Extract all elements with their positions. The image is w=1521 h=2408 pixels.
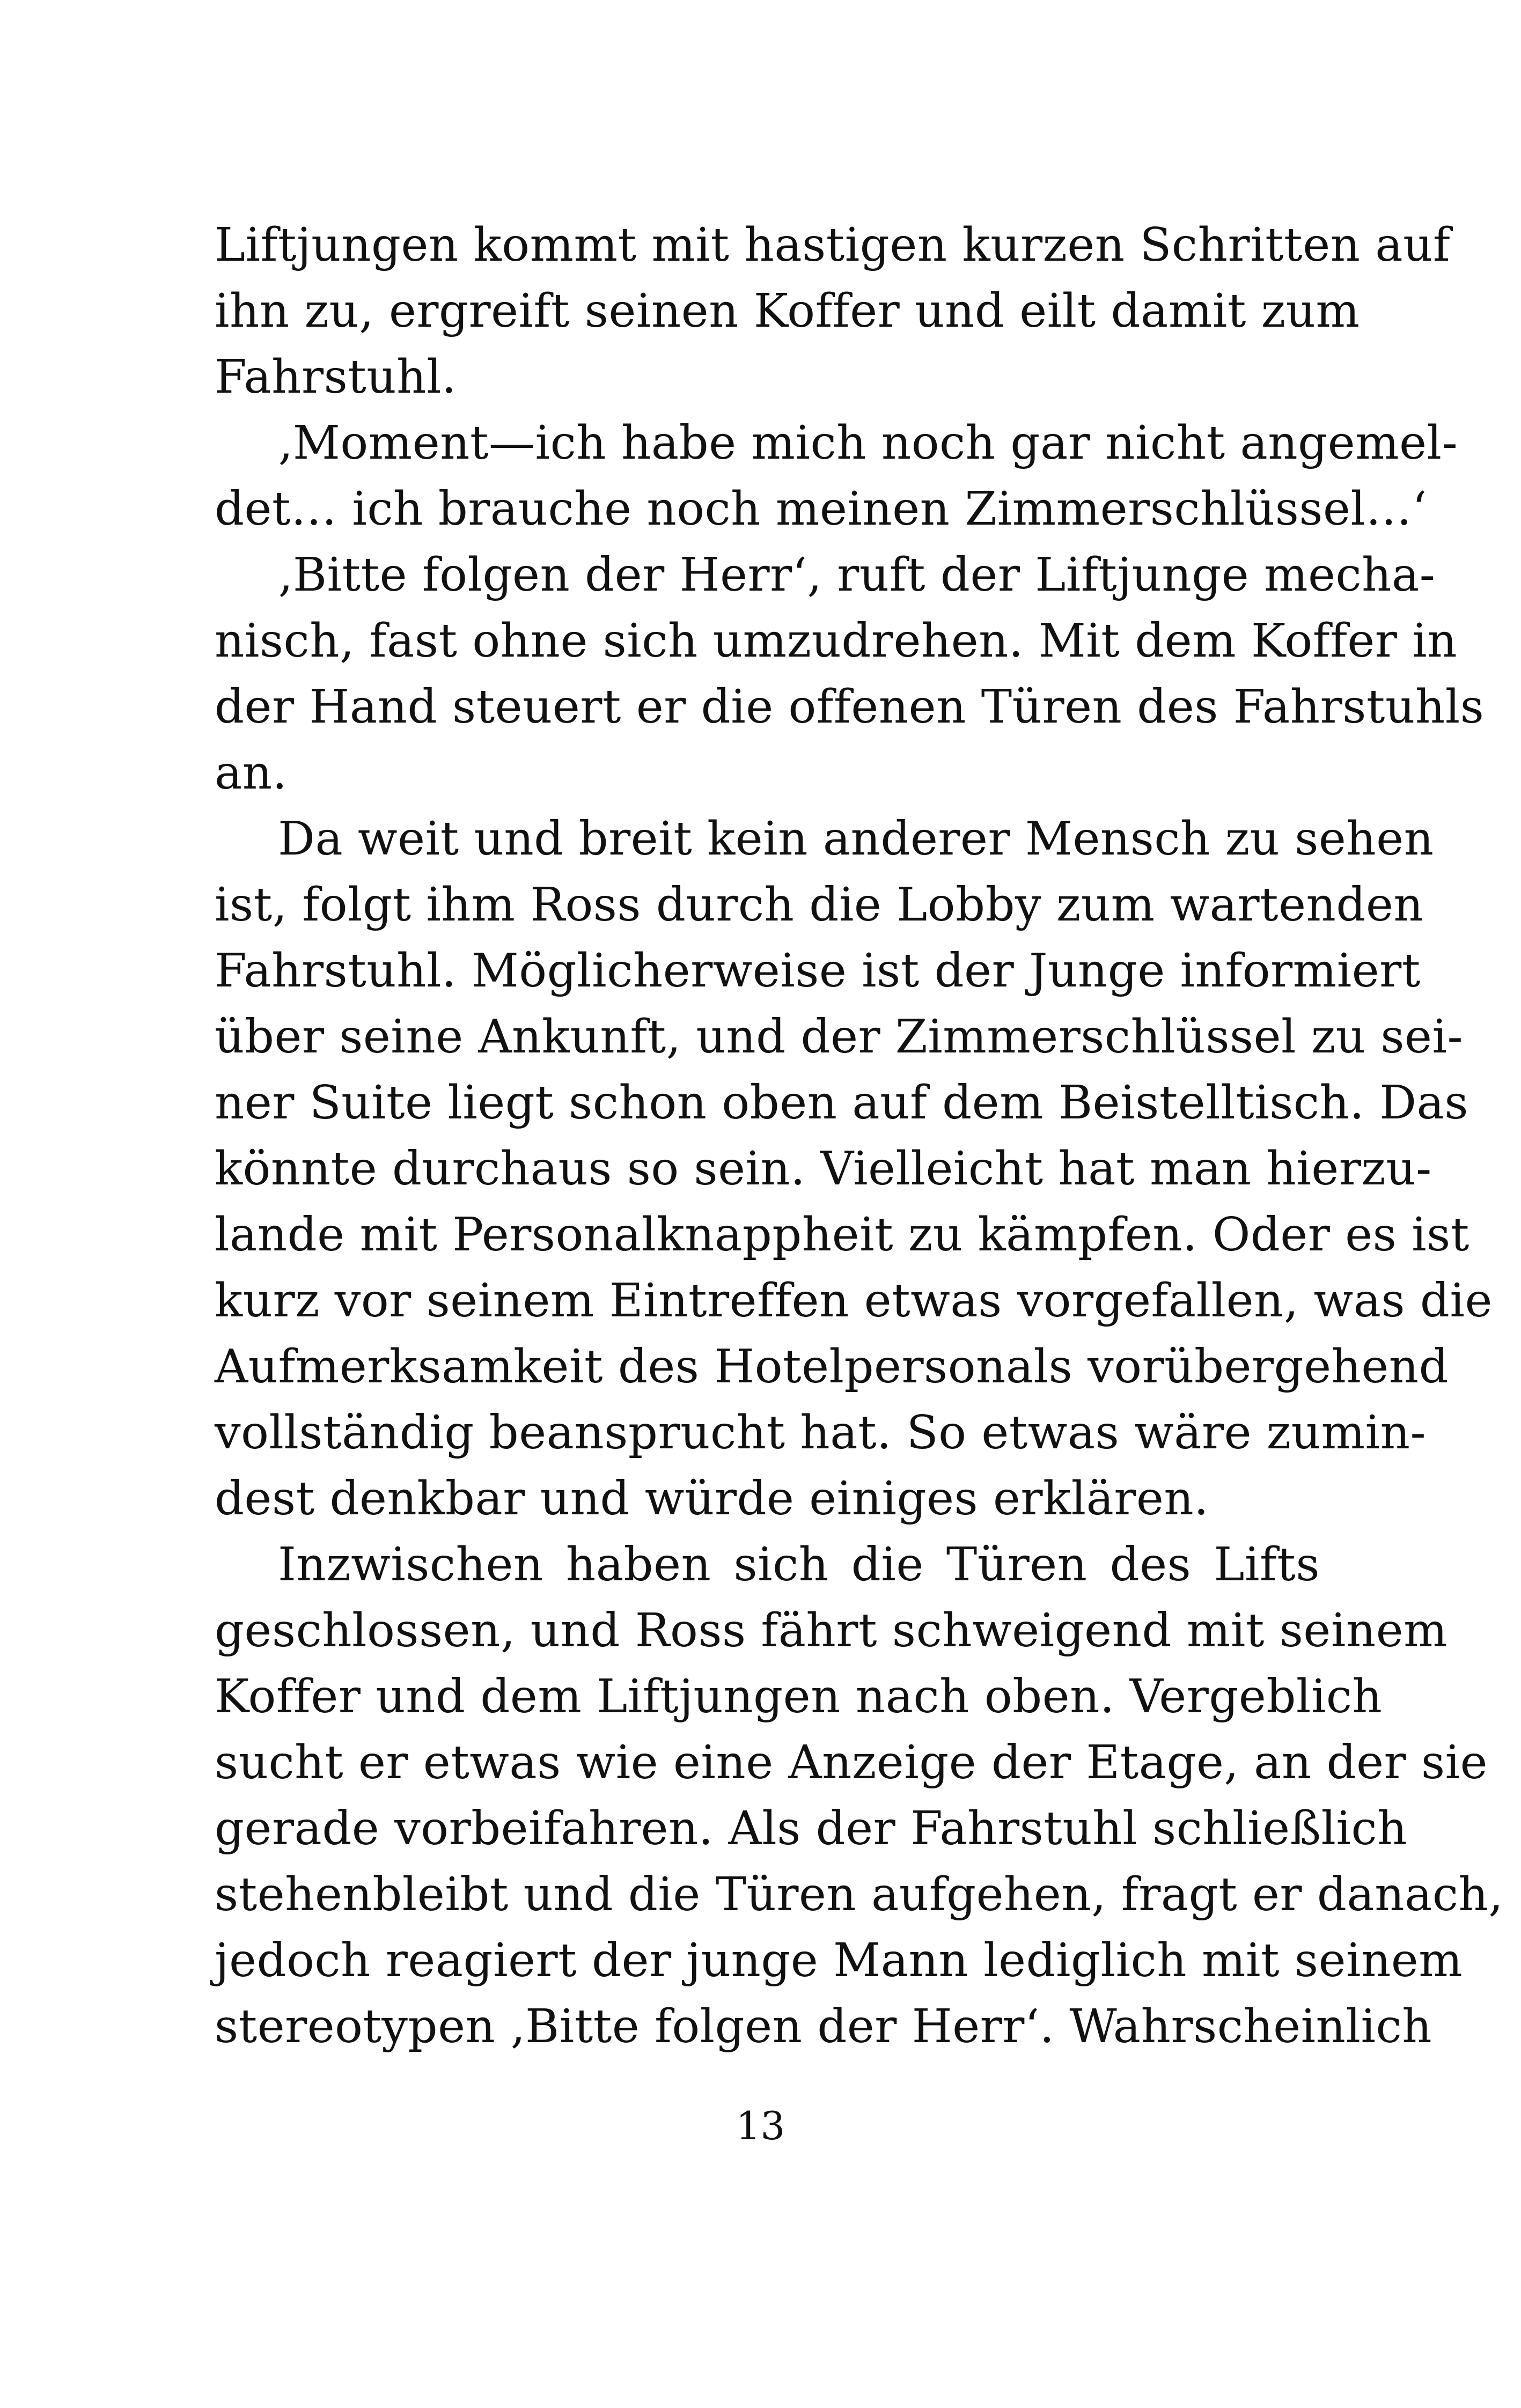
text-line: über seine Ankunft, und der Zimmerschlüssel zu sei- — [215, 1010, 1464, 1064]
page-number: 13 — [736, 2103, 785, 2148]
text-line: ‚Bitte folgen der Herr‘, ruft der Liftjunge mecha- — [278, 548, 1436, 602]
text-line: vollständig beansprucht hat. So etwas wäre zumin- — [215, 1406, 1427, 1460]
text-line: nisch, fast ohne sich umzudrehen. Mit dem Koffer in — [215, 614, 1458, 668]
text-line: ‚Moment—ich habe mich noch gar nicht angemel- — [278, 416, 1458, 470]
text-line: kurz vor seinem Eintreffen etwas vorgefallen, was die — [215, 1274, 1493, 1328]
text-line: Inzwischen haben sich die Türen des Lifts — [278, 1538, 1320, 1592]
text-line: det… ich brauche noch meinen Zimmerschlüssel…‘ — [215, 482, 1427, 536]
text-line: ner Suite liegt schon oben auf dem Beistelltisch. Das — [215, 1076, 1468, 1130]
text-line: ihn zu, ergreift seinen Koffer und eilt damit zum — [215, 284, 1360, 338]
text-line: Da weit und breit kein anderer Mensch zu sehen — [278, 812, 1434, 866]
text-line: ist, folgt ihm Ross durch die Lobby zum wartenden — [215, 878, 1424, 932]
text-line: stehenbleibt und die Türen aufgehen, fragt er danach, — [215, 1868, 1504, 1921]
text-line: Liftjungen kommt mit hastigen kurzen Schritten auf — [215, 218, 1451, 272]
text-line: jedoch reagiert der junge Mann lediglich mit seinem — [215, 1934, 1463, 1987]
text-line: lande mit Personalknappheit zu kämpfen. Oder es ist — [215, 1208, 1469, 1262]
text-line: der Hand steuert er die offenen Türen des Fahrstuhls — [215, 680, 1485, 734]
text-line: könnte durchaus so sein. Vielleicht hat man hierzu- — [215, 1142, 1432, 1196]
text-line: geschlossen, und Ross fährt schweigend mit seinem — [215, 1604, 1448, 1658]
text-line: sucht er etwas wie eine Anzeige der Etage, an der sie — [215, 1736, 1488, 1790]
text-line: an. — [215, 746, 288, 800]
text-line: Koffer und dem Liftjungen nach oben. Vergeblich — [215, 1670, 1383, 1724]
text-line: Fahrstuhl. Möglicherweise ist der Junge informiert — [215, 944, 1421, 998]
text-line: dest denkbar und würde einiges erklären. — [215, 1472, 1209, 1526]
body-text — [215, 212, 1504, 2060]
text-line: stereotypen ‚Bitte folgen der Herr‘. Wahrscheinlich — [215, 2000, 1432, 2053]
text-line: gerade vorbeifahren. Als der Fahrstuhl schließlich — [215, 1802, 1408, 1855]
text-line: Aufmerksamkeit des Hotelpersonals vorübergehend — [215, 1340, 1449, 1394]
text-line: Fahrstuhl. — [215, 350, 457, 404]
